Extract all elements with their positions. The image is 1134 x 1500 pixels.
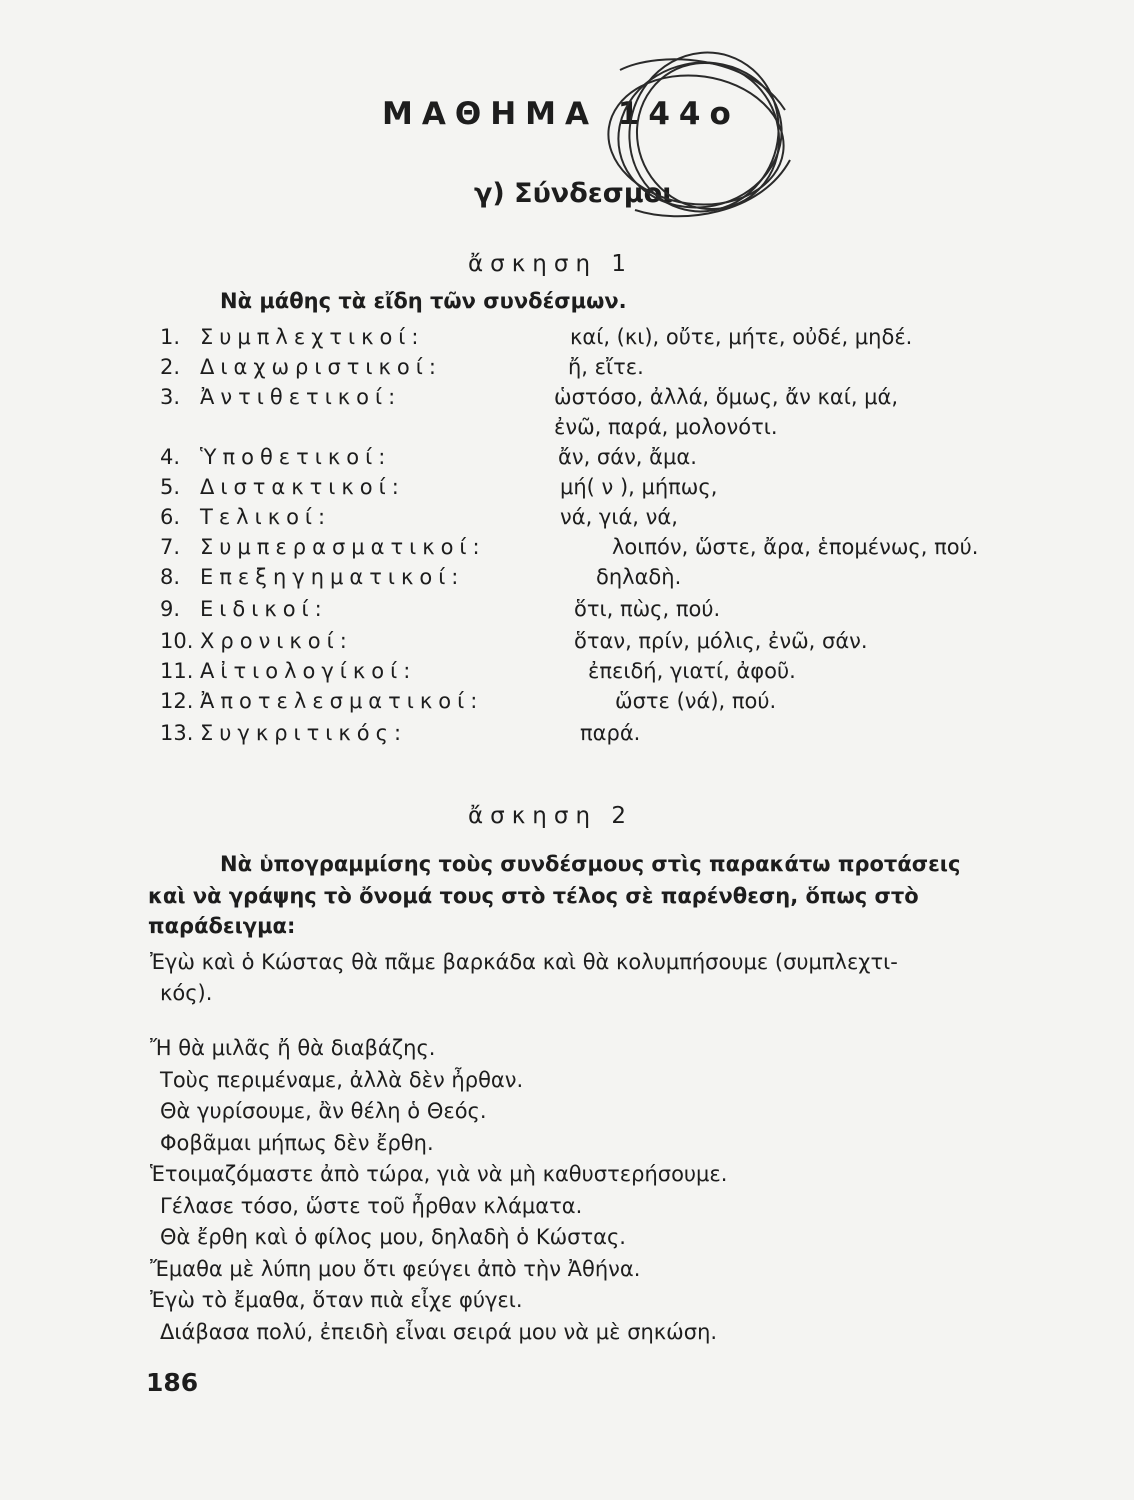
conjunction-values: ὡστόσο, ἀλλά, ὅμως, ἄν καί, μά, <box>554 385 899 409</box>
conjunction-type: Τελικοί: <box>200 505 332 529</box>
conjunction-row <box>160 718 641 748</box>
conjunction-row <box>160 442 697 472</box>
conjunction-row <box>160 502 678 532</box>
conjunction-type: Διαχωριστικοί: <box>200 355 442 379</box>
item-number: 6. <box>160 505 181 529</box>
item-number: 9. <box>160 597 181 621</box>
conjunction-values: ἐνῶ, παρά, μολονότι. <box>554 415 778 439</box>
conjunction-type: Συγκριτικός: <box>200 721 408 745</box>
conjunction-values: ὥστε (νά), πού. <box>615 689 777 713</box>
item-number: 11. <box>160 659 194 683</box>
conjunction-values: δηλαδὴ. <box>596 565 682 589</box>
conjunction-type: Συμπερασματικοί: <box>200 535 486 559</box>
conjunction-row <box>160 382 899 412</box>
exercise-sentence: Γέλασε τόσο, ὥστε τοῦ ἦρθαν κλάματα. <box>160 1193 583 1218</box>
exercise-sentence: Θὰ ἔρθη καὶ ὁ φίλος μου, δηλαδὴ ὁ Κώστας. <box>160 1225 626 1249</box>
conjunction-row <box>160 626 868 656</box>
item-number: 7. <box>160 535 181 559</box>
conjunction-row <box>160 352 644 382</box>
item-number: 1. <box>160 325 181 349</box>
conjunction-values: ἤ, εἴτε. <box>568 355 644 379</box>
conjunction-values: καί, (κι), οὔτε, μήτε, οὐδέ, μηδέ. <box>570 325 913 349</box>
exercise-2-instruction-line: Νὰ ὑπογραμμίσης τοὺς συνδέσμους στὶς παρακάτω προτάσεις <box>220 852 961 876</box>
conjunction-row <box>160 532 979 562</box>
item-number: 8. <box>160 565 181 589</box>
item-number: 13. <box>160 721 194 745</box>
conjunction-row <box>160 594 721 624</box>
pen-scribble-icon <box>600 40 800 230</box>
exercise-2-heading: ἄσκηση 2 <box>468 803 633 829</box>
conjunction-type: Ειδικοί: <box>200 597 328 621</box>
conjunction-row <box>160 686 777 716</box>
exercise-sentence: Ἤ θὰ μιλᾶς ἤ θὰ διαβάζης. <box>150 1036 436 1060</box>
conjunction-row <box>160 562 682 592</box>
item-number: 2. <box>160 355 181 379</box>
item-number: 5. <box>160 475 181 499</box>
conjunction-values: ὅτι, πὼς, πού. <box>574 597 721 621</box>
conjunction-type: Αἰτιολογίκοί: <box>200 659 417 683</box>
exercise-sentence: Διάβασα πολύ, ἐπειδὴ εἶναι σειρά μου νὰ μὲ σηκώση. <box>160 1319 718 1344</box>
conjunction-row <box>160 322 913 352</box>
exercise-sentence: Φοβᾶμαι μήπως δὲν ἔρθη. <box>160 1130 434 1155</box>
conjunction-type: Ὑποθετικοί: <box>200 445 392 469</box>
conjunction-values: ἐπειδή, γιατί, ἀφοῦ. <box>588 659 796 683</box>
item-number: 4. <box>160 445 181 469</box>
exercise-1-instruction: Νὰ μάθης τὰ εἴδη τῶν συνδέσμων. <box>220 289 627 313</box>
exercise-sentence: Ἑτοιμαζόμαστε ἀπὸ τώρα, γιὰ νὰ μὴ καθυστερήσουμε. <box>150 1162 728 1186</box>
exercise-sentence: Θὰ γυρίσουμε, ἂν θέλη ὁ Θεός. <box>160 1099 487 1123</box>
exercise-sentence: Ἐγὼ τὸ ἔμαθα, ὅταν πιὰ εἶχε φύγει. <box>150 1288 523 1312</box>
item-number: 10. <box>160 629 194 653</box>
section-subtitle: γ) Σύνδεσμοι <box>474 178 673 209</box>
exercise-sentence: Ἔμαθα μὲ λύπη μου ὅτι φεύγει ἀπὸ τὴν Ἀθήνα. <box>150 1256 641 1281</box>
conjunction-type: Ἀποτελεσματικοί: <box>200 689 484 713</box>
exercise-2-instruction-line: παράδειγμα: <box>148 914 296 938</box>
item-number: 12. <box>160 689 194 713</box>
exercise-2-instruction-line: καὶ νὰ γράψης τὸ ὄνομά τους στὸ τέλος σὲ παρένθεση, ὅπως στὸ <box>148 884 919 908</box>
example-line: κός). <box>160 981 213 1005</box>
conjunction-values: νά, γιά, νά, <box>560 505 678 529</box>
conjunction-type: Ἀντιθετικοί: <box>200 385 402 409</box>
conjunction-values: ὅταν, πρίν, μόλις, ἐνῶ, σάν. <box>574 629 868 653</box>
conjunction-values: ἄν, σάν, ἄμα. <box>558 445 697 469</box>
conjunction-type: Επεξηγηματικοί: <box>200 565 465 589</box>
page-title: ΜΑΘΗΜΑ 144ο <box>382 96 740 132</box>
conjunction-type: Διστακτικοί: <box>200 475 405 499</box>
item-number: 3. <box>160 385 181 409</box>
page-number: 186 <box>146 1368 199 1397</box>
example-line: Ἐγὼ καὶ ὁ Κώστας θὰ πᾶμε βαρκάδα καὶ θὰ κολυμπήσουμε (συμπλεχτι- <box>150 950 898 974</box>
conjunction-values: μή( ν ), μήπως, <box>560 475 718 499</box>
conjunction-values: παρά. <box>580 721 641 745</box>
conjunction-type: Συμπλεχτικοί: <box>200 325 425 349</box>
conjunction-type: Χρονικοί: <box>200 629 353 653</box>
conjunction-row <box>160 472 718 502</box>
conjunction-row <box>160 656 796 686</box>
conjunction-values: λοιπόν, ὥστε, ἄρα, ἑπομένως, πού. <box>612 535 979 559</box>
exercise-sentence: Τοὺς περιμέναμε, ἀλλὰ δὲν ἦρθαν. <box>160 1067 524 1092</box>
exercise-1-heading: ἄσκηση 1 <box>468 251 633 277</box>
